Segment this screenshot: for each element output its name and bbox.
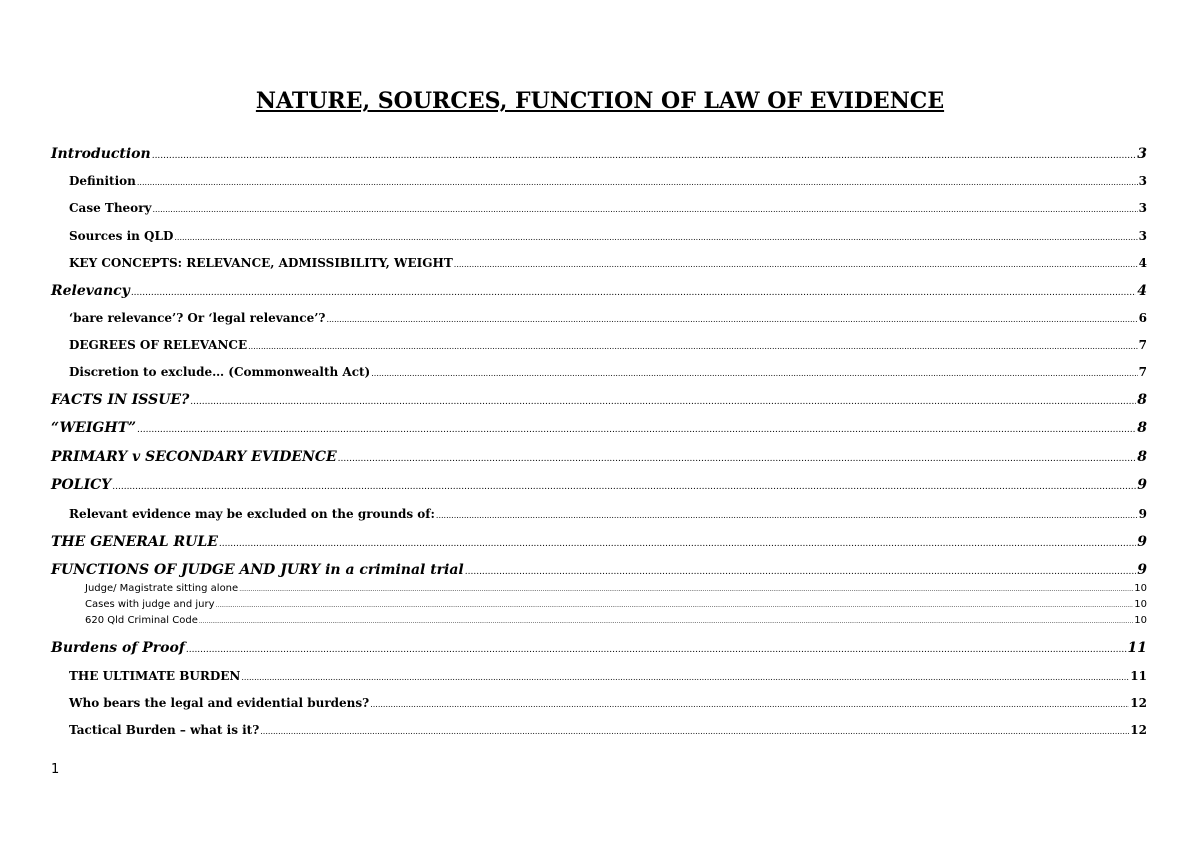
toc-dot-leader: [137, 174, 1138, 188]
toc-entry-key-concepts[interactable]: [69, 256, 1147, 270]
toc-entry-label: DEGREES OF RELEVANCE: [69, 338, 248, 352]
toc-dot-leader: [241, 669, 1129, 683]
toc-entry-page: 3: [1138, 174, 1147, 188]
toc-entry-label: “WEIGHT”: [51, 420, 137, 436]
toc-entry-page: 3: [1138, 229, 1147, 243]
toc-dot-leader: [152, 146, 1137, 162]
toc-entry-definition[interactable]: [69, 174, 1147, 188]
toc-entry-label: Judge/ Magistrate sitting alone: [85, 583, 239, 594]
toc-entry-introduction[interactable]: [51, 146, 1147, 162]
toc-entry-facts-in-issue[interactable]: [51, 392, 1147, 408]
toc-entry-judge-and-jury[interactable]: [85, 599, 1147, 610]
toc-entry-label: Case Theory: [69, 201, 152, 215]
toc-entry-functions-judge-jury[interactable]: [51, 562, 1147, 578]
toc-entry-label: Relevancy: [51, 283, 130, 299]
toc-dot-leader: [131, 283, 1136, 299]
toc-entry-degrees-of-relevance[interactable]: [69, 338, 1147, 352]
toc-entry-label: Discretion to exclude… (Commonwealth Act): [69, 365, 371, 379]
toc-entry-label: Who bears the legal and evidential burdens?: [69, 696, 370, 710]
toc-entry-page: 3: [1138, 201, 1147, 215]
toc-entry-page: 7: [1138, 338, 1147, 352]
document-title: NATURE, SOURCES, FUNCTION OF LAW OF EVIDENCE: [255, 88, 945, 114]
toc-entry-page: 8: [1137, 420, 1147, 436]
toc-entry-page: 6: [1138, 311, 1147, 325]
toc-entry-burdens-of-proof[interactable]: [51, 640, 1147, 656]
toc-entry-label: Introduction: [51, 146, 151, 162]
toc-entry-page: 10: [1134, 615, 1147, 626]
toc-entry-relevant-evidence-excluded[interactable]: [69, 507, 1147, 521]
toc-dot-leader: [137, 420, 1136, 436]
toc-entry-page: 4: [1138, 256, 1147, 270]
toc-dot-leader: [465, 562, 1136, 578]
toc-entry-who-bears-burdens[interactable]: [69, 696, 1147, 710]
toc-entry-label: Relevant evidence may be excluded on the grounds of:: [69, 507, 435, 521]
toc-entry-label: THE ULTIMATE BURDEN: [69, 669, 241, 683]
toc-dot-leader: [199, 615, 1133, 626]
toc-entry-page: 9: [1137, 534, 1147, 550]
toc-entry-weight[interactable]: [51, 420, 1147, 436]
toc-entry-tactical-burden[interactable]: [69, 723, 1147, 737]
toc-entry-policy[interactable]: [51, 477, 1147, 493]
toc-entry-page: 12: [1130, 723, 1147, 737]
toc-dot-leader: [370, 696, 1129, 710]
toc-entry-case-theory[interactable]: [69, 201, 1147, 215]
toc-dot-leader: [174, 229, 1137, 243]
toc-dot-leader: [260, 723, 1129, 737]
toc-entry-label: Sources in QLD: [69, 229, 174, 243]
toc-dot-leader: [190, 392, 1136, 408]
toc-entry-sources-in-qld[interactable]: [69, 229, 1147, 243]
toc-entry-judge-magistrate-alone[interactable]: [85, 583, 1147, 594]
toc-entry-bare-relevance[interactable]: [69, 311, 1147, 325]
toc-entry-label: KEY CONCEPTS: RELEVANCE, ADMISSIBILITY, WEIGHT: [69, 256, 453, 270]
toc-dot-leader: [371, 365, 1137, 379]
toc-entry-page: 12: [1130, 696, 1147, 710]
page-number: 1: [51, 762, 60, 777]
toc-entry-label: FACTS IN ISSUE?: [51, 392, 190, 408]
toc-dot-leader: [326, 311, 1137, 325]
toc-entry-page: 10: [1134, 599, 1147, 610]
toc-dot-leader: [454, 256, 1138, 270]
toc-entry-page: 4: [1137, 283, 1147, 299]
toc-entry-ultimate-burden[interactable]: [69, 669, 1147, 683]
toc-dot-leader: [219, 534, 1136, 550]
toc-dot-leader: [248, 338, 1138, 352]
toc-entry-page: 8: [1137, 392, 1147, 408]
toc-dot-leader: [152, 201, 1137, 215]
toc-entry-label: Cases with judge and jury: [85, 599, 215, 610]
toc-entry-discretion-to-exclude[interactable]: [69, 365, 1147, 379]
toc-entry-relevancy[interactable]: [51, 283, 1147, 299]
toc-entry-label: ‘bare relevance’? Or ‘legal relevance’?: [69, 311, 326, 325]
toc-entry-label: Burdens of Proof: [51, 640, 185, 656]
toc-entry-page: 11: [1130, 669, 1147, 683]
toc-entry-primary-v-secondary[interactable]: [51, 449, 1147, 465]
toc-entry-page: 7: [1138, 365, 1147, 379]
toc-dot-leader: [436, 507, 1138, 521]
toc-dot-leader: [338, 449, 1137, 465]
toc-entry-label: FUNCTIONS OF JUDGE AND JURY in a criminal trial: [51, 562, 464, 578]
toc-entry-label: Tactical Burden – what is it?: [69, 723, 260, 737]
toc-entry-label: 620 Qld Criminal Code: [85, 615, 198, 626]
toc-entry-page: 9: [1138, 507, 1147, 521]
toc-entry-page: 9: [1137, 477, 1147, 493]
toc-entry-page: 11: [1127, 640, 1147, 656]
toc-entry-page: 9: [1137, 562, 1147, 578]
toc-dot-leader: [186, 640, 1127, 656]
toc-dot-leader: [112, 477, 1136, 493]
toc-entry-label: Definition: [69, 174, 136, 188]
toc-entry-label: PRIMARY v SECONDARY EVIDENCE: [51, 449, 337, 465]
toc-entry-qld-criminal-code[interactable]: [85, 615, 1147, 626]
toc-entry-page: 10: [1134, 583, 1147, 594]
toc-entry-page: 8: [1137, 449, 1147, 465]
toc-entry-label: THE GENERAL RULE: [51, 534, 218, 550]
toc-entry-page: 3: [1137, 146, 1147, 162]
toc-entry-general-rule[interactable]: [51, 534, 1147, 550]
toc-dot-leader: [216, 599, 1134, 610]
toc-dot-leader: [239, 583, 1133, 594]
toc-entry-label: POLICY: [51, 477, 112, 493]
